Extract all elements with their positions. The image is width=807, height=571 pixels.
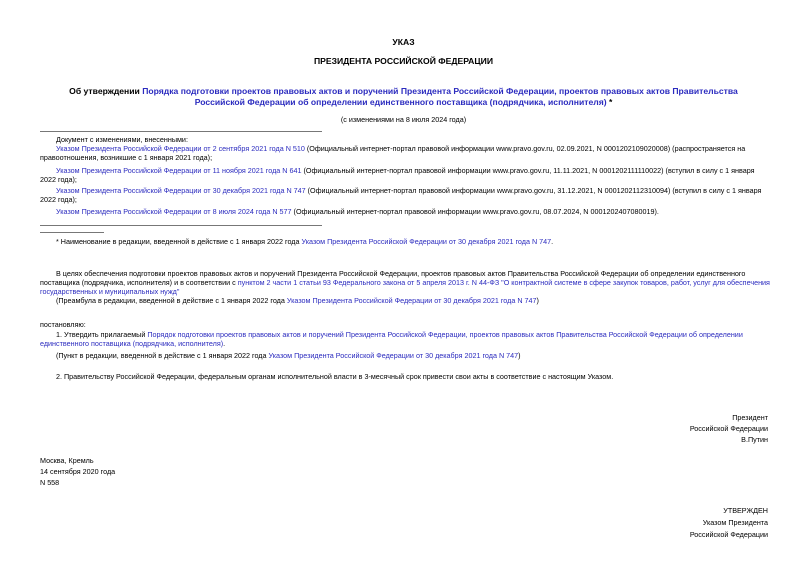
preamble-law-link-cont[interactable]: государственных и муниципальных нужд"	[40, 287, 180, 296]
change-item	[40, 144, 768, 162]
change-link-3[interactable]: Указом Президента Российской Федерации от 30 декабря 2021 года N 747	[56, 186, 306, 195]
place-date	[40, 456, 115, 487]
change-link-2[interactable]: Указом Президента Российской Федерации от 11 ноября 2021 года N 641	[56, 166, 302, 175]
approved-title: УТВЕРЖДЕН	[723, 506, 768, 515]
revision-note: (с изменениями на 8 июля 2024 года)	[340, 115, 467, 124]
change-text: (Официальный интернет-портал правовой информации www.pravo.gov.ru, 02.09.2021, N 0001202109020008) (распространяется на	[304, 144, 746, 153]
signature-country: Российской Федерации	[689, 424, 768, 433]
decree-number: N 558	[40, 478, 60, 487]
preamble-note-link[interactable]: Указом Президента Российской Федерации от 30 декабря 2021 года N 747	[286, 296, 537, 305]
change-text: (Официальный интернет-портал правовой информации www.pravo.gov.ru, 08.07.2024, N 0001202407080019).	[291, 207, 659, 216]
signature-title: Президент	[732, 413, 768, 422]
change-text: (Официальный интернет-портал правовой информации www.pravo.gov.ru, 11.11.2021, N 0001202111110022) (вступил в силу с 1 января	[301, 166, 755, 175]
about-link-2[interactable]: Российской Федерации об определении единственного поставщика (подрядчика, исполнителя)	[194, 97, 607, 107]
doc-subtitle: ПРЕЗИДЕНТА РОССИЙСКОЙ ФЕДЕРАЦИИ	[313, 56, 494, 66]
item1-order-link[interactable]: Порядок подготовки проектов правовых актов и поручений Президента Российской Федерации, проектов правовых актов Правительства Российской Федерации об определении	[147, 330, 743, 339]
footnote-link[interactable]: Указом Президента Российской Федерации от 30 декабря 2021 года N 747	[301, 237, 552, 246]
item1-note-end: )	[518, 351, 521, 360]
preamble-line: В целях обеспечения подготовки проектов правовых актов и поручений Президента Российской Федерации, проектов правовых актов Правительства Российской Федерации об определении единственного	[56, 269, 746, 278]
change-text-cont: 2022 года);	[40, 195, 77, 204]
changes-heading: Документ с изменениями, внесенными:	[56, 135, 188, 144]
footnote	[56, 237, 553, 246]
change-text-cont: 2022 года);	[40, 175, 77, 184]
item-2: 2. Правительству Российской Федерации, федеральным органам исполнительной власти в 3-месячный срок привести свои акты в соответствие с настоящим Указом.	[56, 372, 614, 381]
change-link-4[interactable]: Указом Президента Российской Федерации от 8 июля 2024 года N 577	[56, 207, 292, 216]
about-prefix: Об утверждении	[69, 86, 143, 96]
signature-name: В.Путин	[741, 435, 768, 444]
change-text-cont: правоотношения, возникшие с 1 января 2021 года);	[40, 153, 213, 162]
item1-order-link-cont[interactable]: единственного поставщика (подрядчика, исполнителя)	[40, 339, 224, 348]
preamble-note: (Преамбула в редакции, введенной в действие с 1 января 2022 года	[56, 296, 287, 305]
signature	[600, 413, 768, 444]
change-item	[40, 186, 768, 204]
item1-end: .	[223, 339, 226, 348]
divider	[40, 225, 322, 226]
approved-by: Указом Президента	[702, 518, 768, 527]
change-item	[40, 166, 768, 184]
preamble-note-end: )	[536, 296, 539, 305]
preamble	[40, 269, 770, 305]
resolve: постановляю:	[40, 320, 86, 329]
item-1	[40, 330, 770, 360]
footnote-end: .	[551, 237, 554, 246]
change-item	[40, 207, 768, 216]
item1-note: (Пункт в редакции, введенной в действие с 1 января 2022 года	[56, 351, 269, 360]
place: Москва, Кремль	[40, 456, 94, 465]
change-link-1[interactable]: Указом Президента Российской Федерации от 2 сентября 2021 года N 510	[56, 144, 305, 153]
item1-prefix: 1. Утвердить прилагаемый	[56, 330, 148, 339]
preamble-law-link[interactable]: пунктом 2 части 1 статьи 93 Федерального закона от 5 апреля 2013 г. N 44-ФЗ "О контрактной системе в сфере закупок товаров, работ, услуг для обеспечения	[237, 278, 770, 287]
item1-note-link[interactable]: Указом Президента Российской Федерации от 30 декабря 2021 года N 747	[268, 351, 519, 360]
divider	[40, 131, 322, 132]
approved-country: Российской Федерации	[689, 530, 768, 539]
doc-title: УКАЗ	[392, 37, 415, 47]
about-suffix: *	[606, 97, 613, 107]
doc-about	[20, 86, 787, 108]
preamble-text: поставщика (подрядчика, исполнителя) и в соответствии с	[40, 278, 238, 287]
approved-stamp	[600, 506, 768, 539]
footnote-divider	[40, 232, 104, 233]
date: 14 сентября 2020 года	[40, 467, 116, 476]
footnote-text: * Наименование в редакции, введенной в действие с 1 января 2022 года	[56, 237, 302, 246]
change-text: (Официальный интернет-портал правовой информации www.pravo.gov.ru, 31.12.2021, N 0001202112310094) (вступил в силу с 1 января	[305, 186, 762, 195]
about-link-1[interactable]: Порядка подготовки проектов правовых актов и поручений Президента Российской Федерации, проектов правовых актов Правительства	[142, 86, 738, 96]
